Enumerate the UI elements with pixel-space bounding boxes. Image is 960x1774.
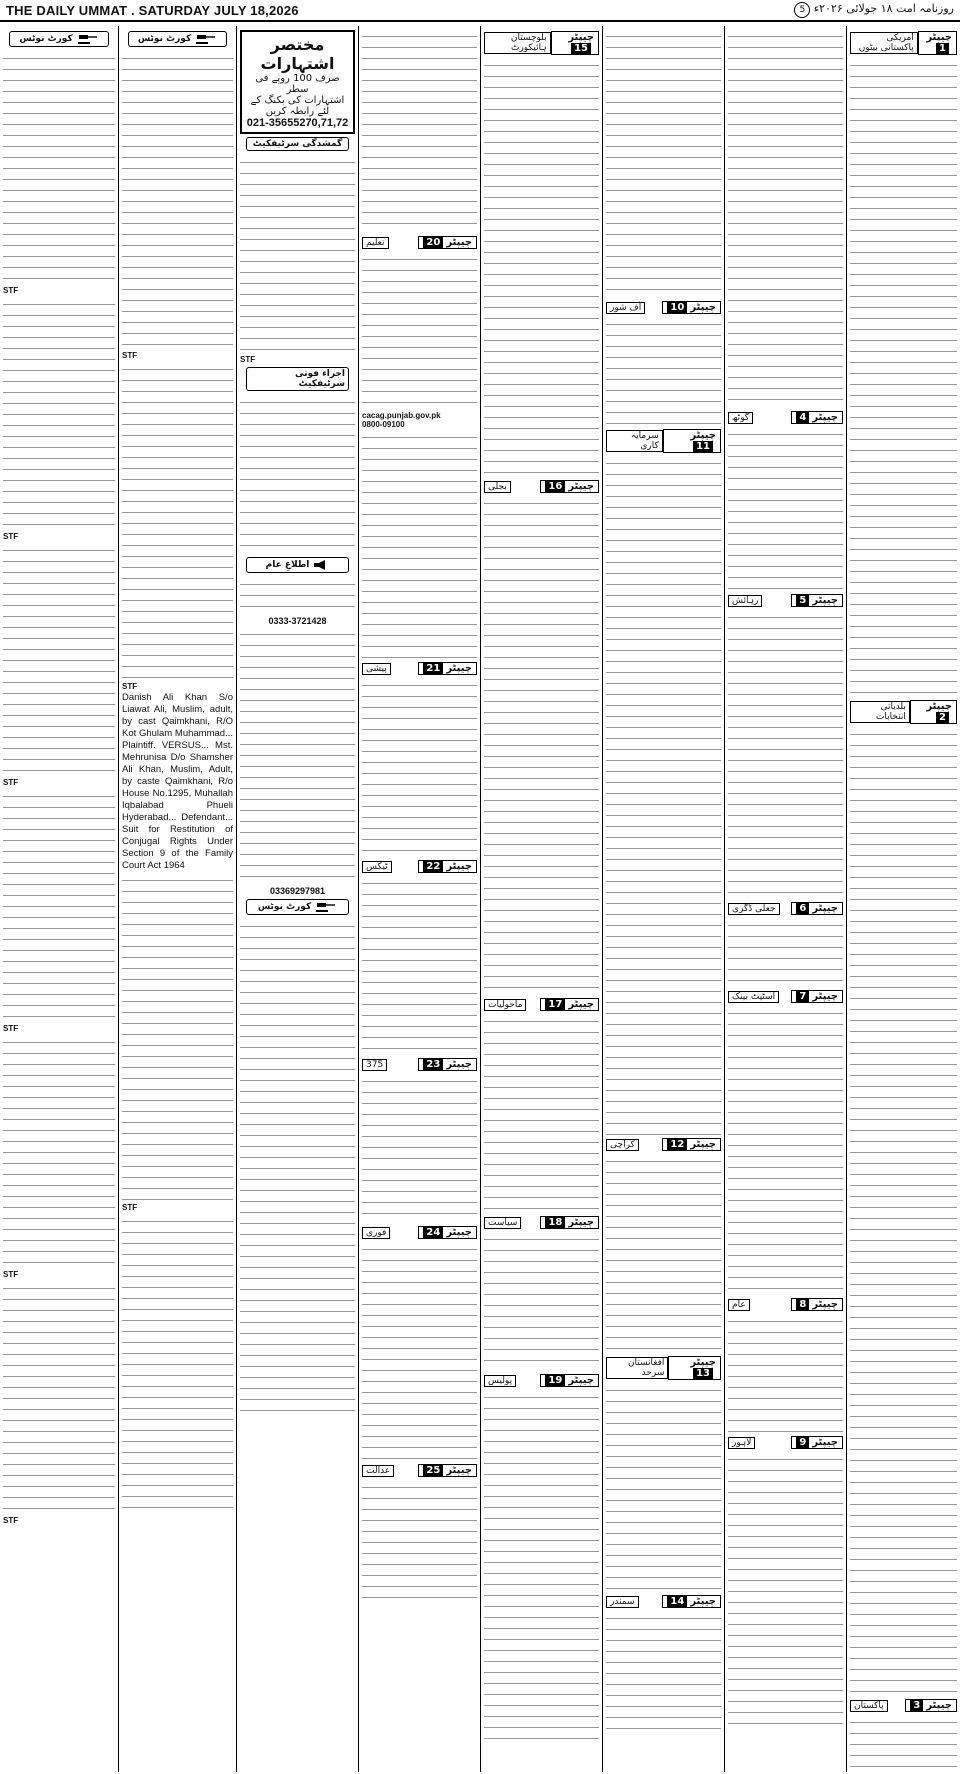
issue-certificate-badge	[246, 367, 349, 391]
lost-certificate-label: گمشدگی سرٹیفکیٹ	[252, 139, 343, 149]
chapter-label: چیپٹر24	[418, 1226, 477, 1239]
chapter-label: چیپٹر12	[662, 1138, 721, 1151]
chapter-title: پاکستان	[850, 1700, 888, 1712]
chapter-2	[850, 700, 957, 724]
article-text	[606, 1153, 721, 1353]
article-text	[850, 726, 957, 1696]
chapter-label: چیپٹر11	[663, 429, 721, 453]
chapter-title: افغانستان سرحد	[606, 1357, 668, 1379]
chapter-label: چیپٹر17	[540, 998, 599, 1011]
chapter-14	[606, 1595, 721, 1608]
chapter-title: عدالت	[362, 1465, 394, 1477]
chapter-8	[728, 1298, 843, 1311]
court-notice-text	[122, 361, 233, 681]
chapter-16	[484, 480, 599, 493]
public-notice-text	[240, 576, 355, 616]
court-notice-text	[3, 788, 115, 1023]
chapter-label: چیپٹر10	[662, 301, 721, 314]
chapter-title: 375	[362, 1059, 387, 1071]
chapter-title: سیاست	[484, 1217, 521, 1229]
chapter-label: چیپٹر18	[540, 1216, 599, 1229]
chapter-13	[606, 1356, 721, 1380]
chapter-label: چیپٹر21	[418, 662, 477, 675]
web-address: cacag.punjab.gov.pk	[362, 411, 441, 420]
article-text	[606, 28, 721, 298]
article-text	[728, 609, 843, 899]
chapter-title: کراچی	[606, 1139, 639, 1151]
article-text	[362, 875, 477, 1055]
court-notice-text	[3, 1280, 115, 1515]
column-chapters-1-3	[846, 26, 960, 1772]
stf-tag: STF	[240, 355, 256, 364]
article-text	[484, 495, 599, 995]
article-text	[850, 57, 957, 697]
english-court-notice: Danish Ali Khan S/o Liawat Ali, Muslim, adult, by cast Qaimkhani, R/O Kot Ghulam Muhammad... Plaintiff. VERSUS... Mst. Mehrunisa D/o Shamsher Ali Khan, Muslim, Adult, by caste Qaimkhani, R/o House No.1295, Muhallah Iqbalabad Phueli Hyderabad... Defendant... Suit for Restitution of Conjugal Rights Under Section 9 of the Family Court Act 1964	[122, 692, 233, 871]
court-notice-text	[122, 50, 233, 350]
article-text	[728, 1005, 843, 1295]
chapter-19	[484, 1374, 599, 1387]
stf-tag: STF	[122, 1203, 138, 1212]
chapter-label: چیپٹر1	[918, 31, 957, 55]
classified-booking: اشتہارات کی بکنگ کے لئے رابطہ کریں	[250, 95, 345, 117]
article-text	[484, 1389, 599, 1739]
chapter-label: چیپٹر14	[662, 1595, 721, 1608]
stf-tag: STF	[122, 351, 138, 360]
classified-header	[240, 30, 355, 134]
chapter-23	[362, 1058, 477, 1071]
chapter-title: گوٹھ	[728, 412, 753, 424]
chapter-title: سمندر	[606, 1596, 639, 1608]
column-chapters-10-14	[602, 26, 724, 1772]
masthead-english: THE DAILY UMMAT . SATURDAY JULY 18,2026	[6, 2, 299, 18]
chapter-label: چیپٹر9	[791, 1436, 843, 1449]
chapter-label: چیپٹر7	[791, 990, 843, 1003]
page-number: 5	[794, 2, 810, 18]
chapter-title: بلدیاتی انتخابات	[850, 701, 910, 723]
chapter-5	[728, 594, 843, 607]
chapter-title: آف شور	[606, 302, 645, 314]
chapter-title: فوری	[362, 1227, 390, 1239]
chapter-label: چیپٹر25	[418, 1464, 477, 1477]
public-notice-phone: 0333-3721428	[268, 616, 327, 626]
article-text	[728, 28, 843, 408]
public-notice-text	[240, 626, 355, 886]
chapter-title: تعلیم	[362, 237, 389, 249]
chapter-title: ماحولیات	[484, 999, 526, 1011]
article-text	[362, 1479, 477, 1599]
chapter-title: عام	[728, 1299, 750, 1311]
court-notice-label: کورٹ نوٹس	[137, 34, 192, 44]
chapter-title: لاہور	[728, 1437, 755, 1449]
chapter-label: چیپٹر3	[905, 1699, 957, 1712]
chapter-label: چیپٹر20	[418, 236, 477, 249]
chapter-12	[606, 1138, 721, 1151]
article-text	[362, 1241, 477, 1461]
chapter-11	[606, 429, 721, 453]
lost-certificate-text	[240, 154, 355, 354]
chapter-title: اسٹیٹ بینک	[728, 991, 779, 1003]
article-text	[362, 28, 477, 233]
court-notice-text	[240, 918, 355, 1418]
article-text	[728, 426, 843, 591]
classified-rate: صرف 100 روپے فی سطر	[255, 73, 340, 95]
court-notice-text	[122, 872, 233, 1202]
article-text	[362, 251, 477, 411]
page-columns	[0, 26, 960, 1774]
article-text	[606, 316, 721, 426]
chapter-4	[728, 411, 843, 424]
chapter-title: امریکی پاکستانی بیٹوں	[850, 32, 918, 54]
stf-tag: STF	[3, 778, 19, 787]
issue-certificate-text	[240, 394, 355, 554]
court-notice-label: کورٹ نوٹس	[19, 34, 73, 44]
public-notice-mobile: 03369297981	[269, 886, 326, 896]
chapter-24	[362, 1226, 477, 1239]
chapter-3	[850, 1699, 957, 1712]
masthead-urdu	[790, 2, 954, 18]
court-notice-label: کورٹ نوٹس	[257, 902, 312, 912]
chapter-label: چیپٹر2	[910, 700, 957, 724]
classified-title: مختصر اشتہارات	[260, 35, 335, 73]
column-court-notices-1	[0, 26, 118, 1772]
classified-phone: 021-35655270,71,72	[246, 117, 349, 129]
lost-certificate-badge	[246, 137, 349, 151]
article-text	[606, 1610, 721, 1730]
article-text	[362, 429, 477, 659]
article-text	[484, 57, 599, 477]
chapter-25	[362, 1464, 477, 1477]
chapter-label: چیپٹر16	[540, 480, 599, 493]
chapter-label: چیپٹر5	[791, 594, 843, 607]
chapter-title: سرمایہ کاری	[606, 430, 663, 452]
public-notice-label: اطلاعِ عام	[265, 560, 310, 570]
chapter-15	[484, 31, 599, 55]
megaphone-icon	[313, 559, 329, 571]
column-chapters-15-19	[480, 26, 602, 1772]
court-notice-text	[3, 296, 115, 531]
court-notice-text	[3, 1034, 115, 1269]
stf-tag: STF	[122, 682, 138, 691]
column-chapters-4-9	[724, 26, 846, 1772]
gavel-icon	[195, 33, 217, 45]
chapter-label: چیپٹر23	[418, 1058, 477, 1071]
chapter-label: چیپٹر4	[791, 411, 843, 424]
chapter-title: پیشی	[362, 663, 391, 675]
article-text	[728, 1313, 843, 1433]
chapter-21	[362, 662, 477, 675]
chapter-20	[362, 236, 477, 249]
article-text	[850, 1714, 957, 1772]
chapter-17	[484, 998, 599, 1011]
issue-certificate-label: اجراء فوتی سرٹیفکیٹ	[294, 369, 345, 389]
chapter-label: چیپٹر19	[540, 1374, 599, 1387]
stf-tag: STF	[3, 532, 19, 541]
article-text	[606, 1382, 721, 1592]
chapter-18	[484, 1216, 599, 1229]
column-classified	[236, 26, 358, 1772]
public-notice-badge	[246, 557, 349, 573]
gavel-icon	[315, 901, 337, 913]
article-text	[362, 677, 477, 857]
court-notice-text	[122, 1213, 233, 1513]
column-chapters-20-25	[358, 26, 480, 1772]
stf-tag: STF	[3, 286, 19, 295]
chapter-9	[728, 1436, 843, 1449]
chapter-label: چیپٹر15	[551, 31, 599, 55]
gavel-icon	[77, 33, 99, 45]
court-notice-badge	[246, 899, 349, 915]
court-notice-text	[3, 542, 115, 777]
chapter-title: ٹیکس	[362, 861, 392, 873]
chapter-6	[728, 902, 843, 915]
court-notice-badge	[128, 31, 227, 47]
article-text	[362, 1073, 477, 1223]
stf-tag: STF	[3, 1270, 19, 1279]
chapter-label: چیپٹر8	[791, 1298, 843, 1311]
chapter-label: چیپٹر13	[668, 1356, 721, 1380]
column-court-notices-2	[118, 26, 236, 1772]
stf-tag: STF	[3, 1516, 19, 1525]
court-notice-badge	[9, 31, 109, 47]
helpline: 0800-09100	[362, 420, 405, 429]
chapter-title: پولیس	[484, 1375, 516, 1387]
court-notice-text	[3, 50, 115, 285]
chapter-1	[850, 31, 957, 55]
article-text	[728, 1451, 843, 1731]
chapter-title: بجلی	[484, 481, 511, 493]
article-text	[484, 1013, 599, 1213]
chapter-title: رہائش	[728, 595, 762, 607]
chapter-label: چیپٹر22	[418, 860, 477, 873]
chapter-label: چیپٹر6	[791, 902, 843, 915]
article-text	[484, 1231, 599, 1371]
masthead	[0, 0, 960, 22]
masthead-urdu-date: روزنامہ امت ۱۸ جولائی ۲۰۲۶ء	[813, 2, 954, 15]
article-text	[728, 917, 843, 987]
chapter-title: جعلی ڈگری	[728, 903, 780, 915]
chapter-22	[362, 860, 477, 873]
article-text	[606, 455, 721, 1135]
stf-tag: STF	[3, 1024, 19, 1033]
chapter-7	[728, 990, 843, 1003]
chapter-title: بلوچستان ہائیکورٹ	[484, 32, 551, 54]
chapter-10	[606, 301, 721, 314]
